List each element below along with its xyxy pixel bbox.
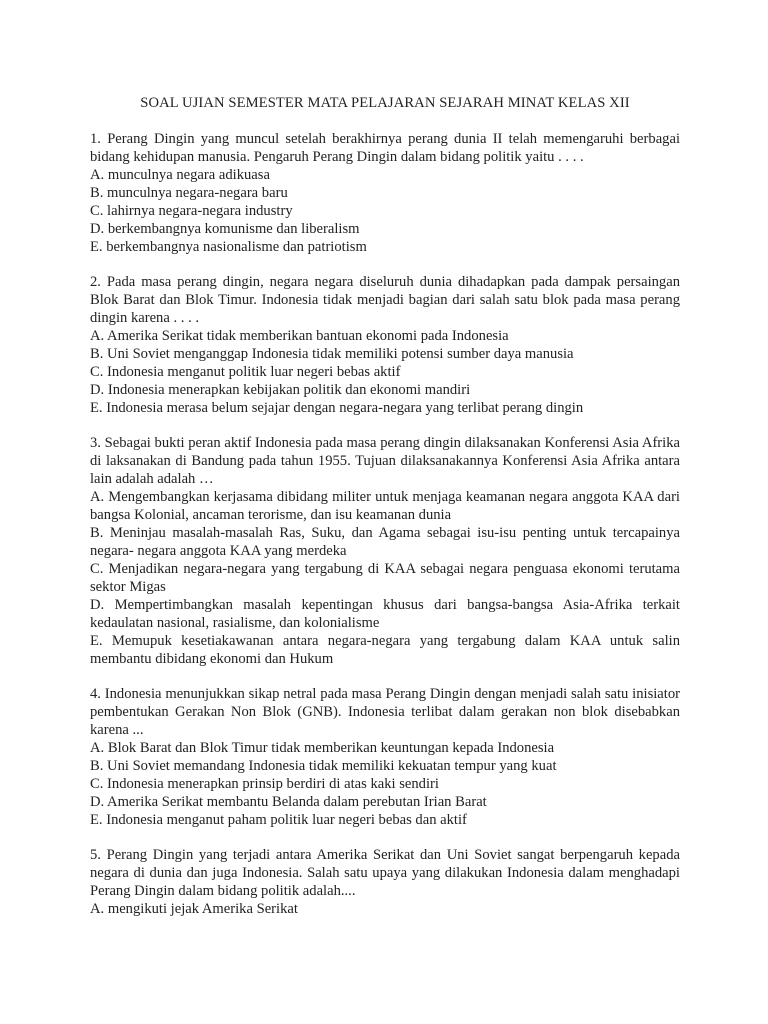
- answer-option: A. Amerika Serikat tidak memberikan bantuan ekonomi pada Indonesia: [90, 328, 509, 344]
- question-stem: 4. Indonesia menunjukkan sikap netral pada masa Perang Dingin dengan menjadi salah satu inisiator pembentukan Gerakan Non Blok (GNB). Indonesia terlibat dalam gerakan non blok disebabkan karena ...: [90, 686, 680, 738]
- answer-option: C. Menjadikan negara-negara yang tergabung di KAA sebagai negara penguasa ekonomi terutama sektor Migas: [90, 561, 680, 595]
- answer-option: D. Mempertimbangkan masalah kepentingan khusus dari bangsa-bangsa Asia-Afrika terkait kedaulatan nasional, rasialisme, dan kolonialisme: [90, 597, 680, 631]
- answer-options: [90, 739, 680, 829]
- answer-option: B. Uni Soviet menganggap Indonesia tidak memiliki potensi sumber daya manusia: [90, 346, 574, 362]
- answer-option: B. munculnya negara-negara baru: [90, 185, 288, 201]
- question-stem: 5. Perang Dingin yang terjadi antara Amerika Serikat dan Uni Soviet sangat berpengaruh kepada negara di dunia dan juga Indonesia. Salah satu upaya yang dilakukan Indonesia dalam menghadapi Perang Dingin dalam bidang politik adalah....: [90, 847, 680, 899]
- answer-option: E. Indonesia merasa belum sejajar dengan negara-negara yang terlibat perang dingin: [90, 400, 584, 416]
- answer-option: A. Blok Barat dan Blok Timur tidak memberikan keuntungan kepada Indonesia: [90, 740, 555, 756]
- answer-option: E. berkembangnya nasionalisme dan patriotism: [90, 239, 367, 255]
- answer-option: B. Meninjau masalah-masalah Ras, Suku, dan Agama sebagai isu-isu penting untuk tercapainya negara- negara anggota KAA yang merdeka: [90, 525, 680, 559]
- answer-option: B. Uni Soviet memandang Indonesia tidak memiliki kekuatan tempur yang kuat: [90, 758, 557, 774]
- answer-option: A. Mengembangkan kerjasama dibidang militer untuk menjaga keamanan negara anggota KAA dari bangsa Kolonial, ancaman terorisme, dan isu keamanan dunia: [90, 489, 680, 523]
- question-stem: 2. Pada masa perang dingin, negara negara diseluruh dunia dihadapkan pada dampak persaingan Blok Barat dan Blok Timur. Indonesia tidak menjadi bagian dari salah satu blok pada masa perang dingin karena . . . .: [90, 274, 680, 326]
- answer-option: D. Amerika Serikat membantu Belanda dalam perebutan Irian Barat: [90, 794, 487, 810]
- question-item: [90, 846, 680, 918]
- answer-option: C. Indonesia menerapkan prinsip berdiri di atas kaki sendiri: [90, 776, 439, 792]
- answer-option: A. munculnya negara adikuasa: [90, 167, 270, 183]
- answer-option: E. Memupuk kesetiakawanan antara negara-negara yang tergabung dalam KAA untuk salin membantu dibidang ekonomi dan Hukum: [90, 633, 680, 667]
- answer-options: [90, 488, 680, 668]
- answer-option: D. berkembangnya komunisme dan liberalism: [90, 221, 360, 237]
- answer-options: [90, 327, 680, 417]
- question-list: [90, 130, 680, 918]
- answer-options: [90, 900, 680, 918]
- document-title: SOAL UJIAN SEMESTER MATA PELAJARAN SEJARAH MINAT KELAS XII: [140, 95, 630, 111]
- answer-option: E. Indonesia menganut paham politik luar negeri bebas dan aktif: [90, 812, 467, 828]
- answer-options: [90, 166, 680, 256]
- question-item: [90, 685, 680, 829]
- exam-document: [90, 88, 680, 935]
- question-stem: 3. Sebagai bukti peran aktif Indonesia pada masa perang dingin dilaksanakan Konferensi Asia Afrika di laksanakan di Bandung pada tahun 1955. Tujuan dilaksanakannya Konferensi Asia Afrika antara lain adalah adalah …: [90, 435, 680, 487]
- question-item: [90, 130, 680, 256]
- answer-option: C. lahirnya negara-negara industry: [90, 203, 293, 219]
- question-stem: 1. Perang Dingin yang muncul setelah berakhirnya perang dunia II telah memengaruhi berbagai bidang kehidupan manusia. Pengaruh Perang Dingin dalam bidang politik yaitu . . . .: [90, 131, 680, 165]
- answer-option: A. mengikuti jejak Amerika Serikat: [90, 901, 298, 917]
- answer-option: C. Indonesia menganut politik luar negeri bebas aktif: [90, 364, 401, 380]
- question-item: [90, 273, 680, 417]
- answer-option: D. Indonesia menerapkan kebijakan politik dan ekonomi mandiri: [90, 382, 471, 398]
- question-item: [90, 434, 680, 668]
